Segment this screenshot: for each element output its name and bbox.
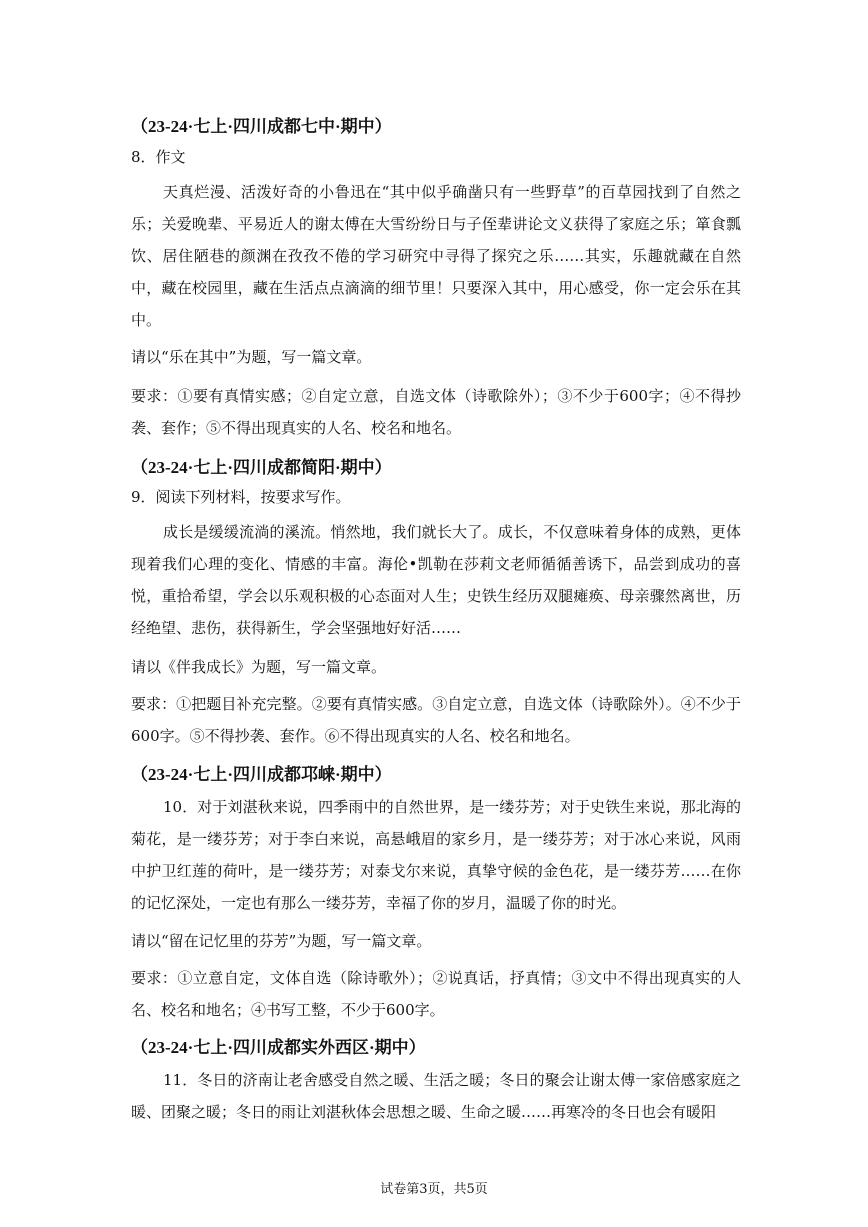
q8-material: 天真烂漫、活泼好奇的小鲁迅在“其中似乎确凿只有一些野草”的百草园找到了自然之乐；关爱晚辈、平易近人的谢太傅在大雪纷纷日与子侄辈讲论文义获得了家庭之乐；箪食瓢饮、居住陋巷的颜渊在孜孜不倦的学习研究中寻得了探究之乐……其实，乐趣就藏在自然中，藏在校园里，藏在生活点点滴滴的细节里！只要深入其中，用心感受，你一定会乐在其中。: [131, 183, 741, 329]
q8-number: 8．作文: [131, 148, 186, 166]
q10-requirements: 要求：①立意自定，文体自选（除诗歌外）；②说真话，抒真情；③文中不得出现真实的人名、校名和地名；④书写工整，不少于600字。: [131, 969, 741, 1019]
q9-number: 9．阅读下列材料，按要求写作。: [131, 488, 351, 506]
q8-source: （23-24·七上·四川成都七中·期中）: [131, 117, 392, 136]
q11-material: 11．冬日的济南让老舍感受自然之暖、生活之暖；冬日的聚会让谢太傅一家倍感家庭之暖、团聚之暖；冬日的雨让刘湛秋体会思想之暖、生命之暖……再寒冷的冬日也会有暖阳: [131, 1071, 741, 1121]
q8-prompt: 请以“乐在其中”为题，写一篇文章。: [131, 348, 372, 366]
q9-material: 成长是缓缓流淌的溪流。悄然地，我们就长大了。成长，不仅意味着身体的成熟，更体现着我们心理的变化、情感的丰富。海伦•凯勒在莎莉文老师循循善诱下，品尝到成功的喜悦，重拾希望，学会以乐观积极的心态面对人生；史铁生经历双腿瘫痪、母亲骤然离世，历经绝望、悲伤，获得新生，学会坚强地好好活……: [131, 523, 741, 637]
q9-prompt: 请以《伴我成长》为题，写一篇文章。: [131, 658, 387, 676]
q10-source: （23-24·七上·四川成都邛崃·期中）: [131, 765, 392, 784]
q11-source: （23-24·七上·四川成都实外西区·期中）: [131, 1038, 426, 1057]
q10-material: 10．对于刘湛秋来说，四季雨中的自然世界，是一缕芬芳；对于史铁生来说，那北海的菊花，是一缕芬芳；对于李白来说，高悬峨眉的家乡月，是一缕芬芳；对于冰心来说，风雨中护卫红莲的荷叶，是一缕芬芳；对泰戈尔来说，真挚守候的金色花，是一缕芬芳……在你的记忆深处，一定也有那么一缕芬芳，幸福了你的岁月，温暖了你的时光。: [131, 798, 741, 912]
q9-source: （23-24·七上·四川成都简阳·期中）: [131, 458, 392, 477]
q10-prompt: 请以“留在记忆里的芬芳”为题，写一篇文章。: [131, 932, 432, 950]
page-footer: 试卷第3页，共5页: [380, 1182, 488, 1197]
q9-requirements: 要求：①把题目补充完整。②要有真情实感。③自定立意，自选文体（诗歌除外）。④不少于600字。⑤不得抄袭、套作。⑥不得出现真实的人名、校名和地名。: [131, 695, 741, 745]
q8-requirements: 要求：①要有真情实感；②自定立意，自选文体（诗歌除外）；③不少于600字；④不得抄袭、套作；⑤不得出现真实的人名、校名和地名。: [131, 387, 741, 437]
